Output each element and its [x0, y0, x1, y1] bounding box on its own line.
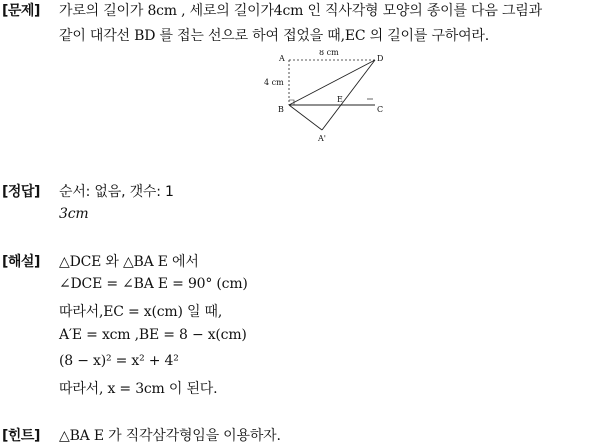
- solution-line-2: ∠DCE = ∠BA E = 90° (cm): [59, 276, 248, 292]
- label-a: A: [279, 54, 285, 63]
- solution-line-1: △DCE 와 △BA E 에서: [59, 254, 199, 270]
- answer-line-1: 순서: 없음, 갯수: 1: [59, 184, 174, 200]
- hint-tag: [힌트]: [2, 428, 40, 444]
- solution-tag: [해설]: [2, 254, 40, 270]
- solution-line-4: A′E = xcm ,BE = 8 − x(cm): [59, 327, 247, 343]
- solution-line-3: 따라서,EC = x(cm) 일 때,: [59, 304, 223, 320]
- diagonal-bd: [289, 60, 375, 105]
- solution-line-5: (8 − x)² = x² + 4²: [59, 353, 179, 369]
- problem-tag: [문제]: [2, 3, 40, 19]
- hint-line-1: △BA E 가 직각삼각형임을 이용하자.: [59, 428, 281, 444]
- edge-da-prime: [322, 60, 375, 130]
- edge-ba-prime: [289, 105, 322, 130]
- answer-line-2: 3cm: [59, 206, 89, 222]
- label-d: D: [377, 54, 384, 63]
- label-c: C: [377, 105, 384, 114]
- label-left-length: 4 cm: [264, 78, 284, 87]
- folded-rectangle-figure: [262, 50, 392, 145]
- problem-line-2: 같이 대각선 BD 를 접는 선으로 하여 접었을 때,EC 의 길이를 구하여라.: [59, 28, 489, 44]
- label-a-prime: A': [318, 134, 326, 143]
- label-e: E: [337, 95, 343, 104]
- problem-line-1: 가로의 길이가 8cm , 세로의 길이가4cm 인 직사각형 모양의 종이를 다음 그림과: [59, 3, 542, 19]
- solution-line-6: 따라서, x = 3cm 이 된다.: [59, 381, 218, 397]
- label-top-length: 8 cm: [319, 50, 339, 57]
- label-b: B: [278, 105, 284, 114]
- answer-tag: [정답]: [2, 184, 40, 200]
